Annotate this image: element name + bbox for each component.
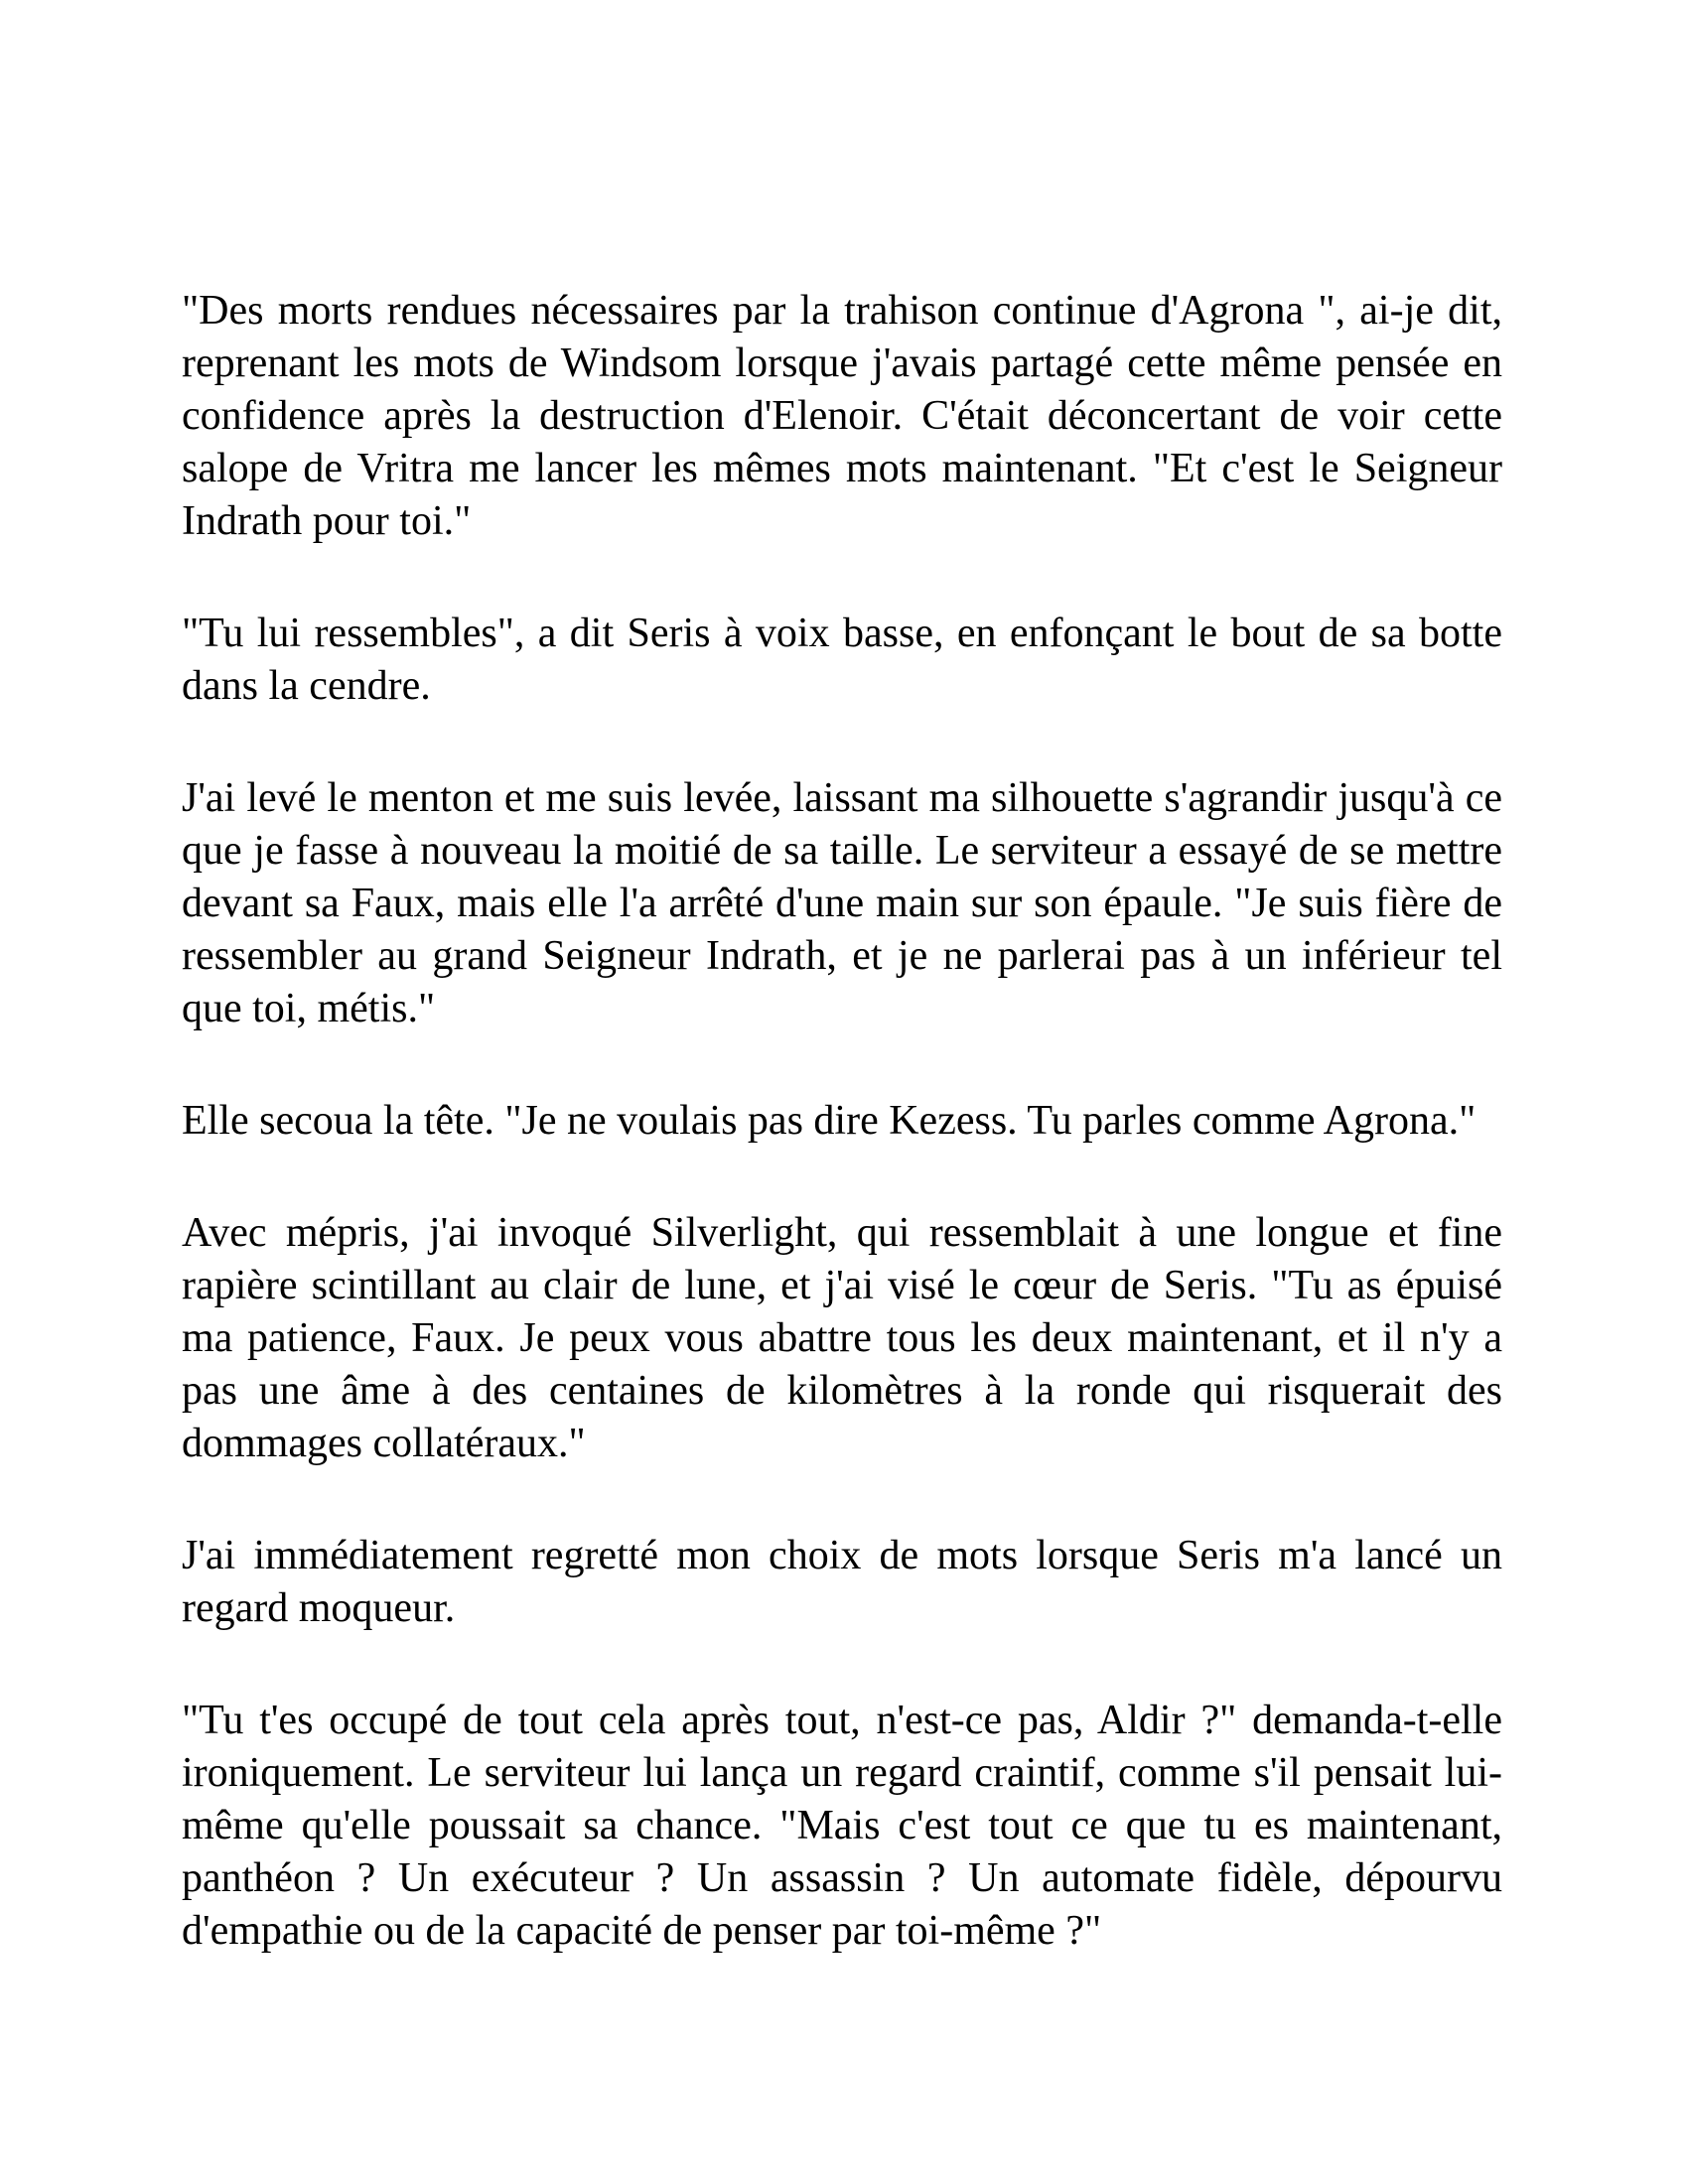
paragraph: "Des morts rendues nécessaires par la trahison continue d'Agrona ", ai-je dit, reprenant les mots de Windsom lorsque j'avais partagé cette même pensée en confidence après la destruction d'Elenoir. C'était déconcertant de voir cette salope de Vritra me lancer les mêmes mots maintenant. "Et c'est le Seigneur Indrath pour toi." bbox=[182, 288, 1502, 544]
paragraph: J'ai levé le menton et me suis levée, laissant ma silhouette s'agrandir jusqu'à ce que je fasse à nouveau la moitié de sa taille. Le serviteur a essayé de se mettre devant sa Faux, mais elle l'a arrêté d'une main sur son épaule. "Je suis fière de ressembler au grand Seigneur Indrath, et je ne parlerai pas à un inférieur tel que toi, métis." bbox=[182, 775, 1502, 1031]
paragraph: "Tu t'es occupé de tout cela après tout, n'est-ce pas, Aldir ?" demanda-t-elle ironiquement. Le serviteur lui lança un regard craintif, comme s'il pensait lui-même qu'elle poussait sa chance. "Mais c'est tout ce que tu es maintenant, panthéon ? Un exécuteur ? Un assassin ? Un automate fidèle, dépourvu d'empathie ou de la capacité de penser par toi-même ?" bbox=[182, 1698, 1502, 1954]
paragraph: "Tu lui ressembles", a dit Seris à voix basse, en enfonçant le bout de sa botte dans la cendre. bbox=[182, 611, 1502, 709]
paragraph: Elle secoua la tête. "Je ne voulais pas dire Kezess. Tu parles comme Agrona." bbox=[182, 1098, 1477, 1144]
paragraph: J'ai immédiatement regretté mon choix de mots lorsque Seris m'a lancé un regard moqueur. bbox=[182, 1533, 1502, 1631]
paragraph: Avec mépris, j'ai invoqué Silverlight, qui ressemblait à une longue et fine rapière scintillant au clair de lune, et j'ai visé le cœur de Seris. "Tu as épuisé ma patience, Faux. Je peux vous abattre tous les deux maintenant, et il n'y a pas une âme à des centaines de kilomètres à la ronde qui risquerait des dommages collatéraux." bbox=[182, 1210, 1502, 1466]
document-page bbox=[182, 285, 1502, 1958]
